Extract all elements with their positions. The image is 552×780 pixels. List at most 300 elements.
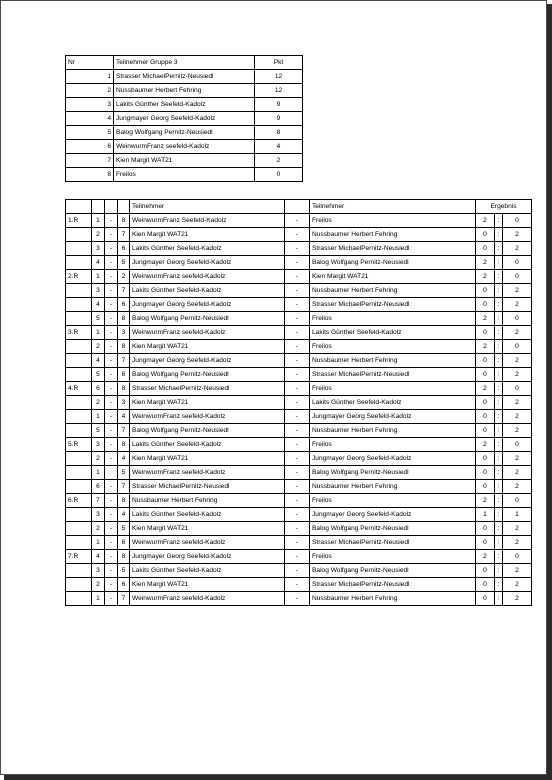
match-seed-b: 7 [118, 354, 130, 368]
ranking-nr: 7 [66, 154, 114, 168]
match-score2: 2 [503, 410, 532, 424]
ranking-header-row [66, 56, 303, 70]
match-score-colon: : [495, 326, 503, 340]
match-player1: Kien Margit WAT21 [130, 522, 285, 536]
match-score1: 0 [476, 592, 495, 606]
match-header-cell [285, 200, 310, 214]
match-seed-a: 5 [92, 424, 105, 438]
match-player1: Kien Margit WAT21 [130, 340, 285, 354]
match-dash: - [105, 270, 118, 284]
match-row [66, 564, 532, 578]
match-score1: 0 [476, 410, 495, 424]
match-dash: - [105, 578, 118, 592]
match-score2: 2 [503, 564, 532, 578]
match-score-colon: : [495, 340, 503, 354]
match-player2: Balog Wolfgang Pernitz-Neusiedl [310, 564, 476, 578]
ranking-row [66, 168, 303, 182]
match-separator: - [285, 550, 310, 564]
match-separator: - [285, 438, 310, 452]
match-table [65, 199, 532, 606]
page-shadow-bottom [4, 775, 552, 780]
match-round [66, 298, 92, 312]
match-seed-b: 3 [118, 326, 130, 340]
match-round [66, 368, 92, 382]
match-score2: 2 [503, 522, 532, 536]
match-separator: - [285, 382, 310, 396]
match-score1: 0 [476, 396, 495, 410]
match-dash: - [105, 340, 118, 354]
match-score-colon: : [495, 522, 503, 536]
match-player2: Nussbaumer Herbert Fehring [310, 480, 476, 494]
ranking-nr: 2 [66, 84, 114, 98]
match-seed-b: 6 [118, 298, 130, 312]
match-dash: - [105, 480, 118, 494]
match-seed-b: 8 [118, 494, 130, 508]
ranking-row [66, 126, 303, 140]
match-row [66, 312, 532, 326]
match-seed-b: 6 [118, 368, 130, 382]
match-separator: - [285, 536, 310, 550]
match-score1: 2 [476, 256, 495, 270]
match-player1: Nussbaumer Herbert Fehring [130, 494, 285, 508]
match-score2: 0 [503, 550, 532, 564]
match-score2: 0 [503, 382, 532, 396]
match-row [66, 466, 532, 480]
ranking-name: Lakits Günther Seefeld-Kadolz [114, 98, 255, 112]
match-row [66, 368, 532, 382]
match-separator: - [285, 592, 310, 606]
match-score2: 0 [503, 494, 532, 508]
ranking-name: Freilos [114, 168, 255, 182]
match-player2: Balog Wolfgang Pernitz-Neusiedl [310, 256, 476, 270]
match-player1: Jungmayer Georg Seefeld-Kadolz [130, 256, 285, 270]
match-score-colon: : [495, 536, 503, 550]
match-header-cell [105, 200, 118, 214]
match-seed-a: 1 [92, 466, 105, 480]
match-seed-b: 8 [118, 550, 130, 564]
match-separator: - [285, 396, 310, 410]
match-seed-a: 6 [92, 382, 105, 396]
match-score1: 0 [476, 522, 495, 536]
match-row [66, 536, 532, 550]
match-score2: 2 [503, 284, 532, 298]
match-separator: - [285, 214, 310, 228]
match-player2: Nussbaumer Herbert Fehring [310, 424, 476, 438]
ranking-header-name: Teilnehmer Gruppe 3 [114, 56, 255, 70]
match-seed-a: 6 [92, 480, 105, 494]
match-separator: - [285, 312, 310, 326]
match-row [66, 256, 532, 270]
match-seed-a: 2 [92, 578, 105, 592]
ranking-name: Balog Wolfgang Pernitz-Neusiedl [114, 126, 255, 140]
match-score2: 2 [503, 228, 532, 242]
match-score1: 0 [476, 564, 495, 578]
match-score-colon: : [495, 550, 503, 564]
match-player1: WeinwurmFranz seefeld-Kadolz [130, 326, 285, 340]
match-separator: - [285, 564, 310, 578]
match-seed-b: 7 [118, 592, 130, 606]
match-score2: 0 [503, 270, 532, 284]
match-player1: Lakits Günther Seefeld-Kadolz [130, 438, 285, 452]
ranking-row [66, 98, 303, 112]
match-score1: 0 [476, 242, 495, 256]
match-separator: - [285, 340, 310, 354]
match-player1: Jungmayer Georg Seefeld-Kadolz [130, 298, 285, 312]
match-score2: 2 [503, 354, 532, 368]
match-seed-a: 1 [92, 592, 105, 606]
match-dash: - [105, 298, 118, 312]
match-score-colon: : [495, 312, 503, 326]
match-score-colon: : [495, 284, 503, 298]
match-dash: - [105, 438, 118, 452]
match-score2: 2 [503, 368, 532, 382]
match-dash: - [105, 242, 118, 256]
match-player1: Kien Margit WAT21 [130, 396, 285, 410]
match-seed-a: 4 [92, 550, 105, 564]
match-row [66, 508, 532, 522]
match-score2: 2 [503, 424, 532, 438]
match-row [66, 270, 532, 284]
match-player2: Freilos [310, 494, 476, 508]
match-round [66, 480, 92, 494]
match-separator: - [285, 452, 310, 466]
match-row [66, 438, 532, 452]
match-dash: - [105, 522, 118, 536]
match-score2: 0 [503, 256, 532, 270]
match-table-body [66, 200, 532, 606]
match-row [66, 242, 532, 256]
match-player1: WeinwurmFranz seefeld-Kadolz [130, 466, 285, 480]
page-shadow-right [547, 4, 552, 780]
match-seed-a: 2 [92, 452, 105, 466]
match-score-colon: : [495, 368, 503, 382]
match-seed-b: 8 [118, 438, 130, 452]
match-row [66, 480, 532, 494]
match-seed-b: 5 [118, 522, 130, 536]
match-row [66, 284, 532, 298]
match-player2: Nussbaumer Herbert Fehring [310, 592, 476, 606]
match-seed-a: 1 [92, 536, 105, 550]
match-player1: WeinwurmFranz seefeld-Kadolz [130, 270, 285, 284]
match-separator: - [285, 256, 310, 270]
ranking-points: 8 [255, 126, 303, 140]
match-score1: 0 [476, 452, 495, 466]
match-score1: 1 [476, 508, 495, 522]
match-seed-b: 6 [118, 578, 130, 592]
match-seed-a: 3 [92, 508, 105, 522]
match-player2: Balog Wolfgang Pernitz-Neusiedl [310, 522, 476, 536]
match-score2: 2 [503, 298, 532, 312]
match-separator: - [285, 228, 310, 242]
match-score-colon: : [495, 438, 503, 452]
ranking-name: Jungmayer Georg Seefeld-Kadolz [114, 112, 255, 126]
match-round [66, 312, 92, 326]
match-player2: Freilos [310, 382, 476, 396]
match-seed-a: 1 [92, 270, 105, 284]
match-player1: Kien Margit WAT21 [130, 452, 285, 466]
ranking-points: 9 [255, 112, 303, 126]
match-score-colon: : [495, 410, 503, 424]
match-dash: - [105, 256, 118, 270]
ranking-points: 12 [255, 84, 303, 98]
ranking-table [65, 55, 303, 182]
match-round [66, 410, 92, 424]
match-round: 2.R [66, 270, 92, 284]
match-player1: Kien Margit WAT21 [130, 578, 285, 592]
match-seed-b: 7 [118, 284, 130, 298]
match-round [66, 578, 92, 592]
match-seed-b: 4 [118, 410, 130, 424]
match-seed-a: 3 [92, 438, 105, 452]
match-dash: - [105, 564, 118, 578]
match-dash: - [105, 508, 118, 522]
match-seed-b: 4 [118, 508, 130, 522]
ranking-points: 12 [255, 70, 303, 84]
match-seed-a: 4 [92, 256, 105, 270]
match-player2: Lakits Günther Seefeld-Kadolz [310, 396, 476, 410]
match-dash [105, 466, 118, 480]
match-dash: - [105, 326, 118, 340]
match-seed-a: 2 [92, 396, 105, 410]
ranking-nr: 8 [66, 168, 114, 182]
match-score-colon: : [495, 382, 503, 396]
match-row [66, 396, 532, 410]
match-dash: - [105, 410, 118, 424]
match-separator: - [285, 424, 310, 438]
match-seed-b: 8 [118, 382, 130, 396]
match-score-colon: : [495, 214, 503, 228]
match-score-colon: : [495, 466, 503, 480]
match-round [66, 284, 92, 298]
match-score-colon: : [495, 592, 503, 606]
match-player2: Jungmayer Georg Seefeld-Kadolz [310, 452, 476, 466]
ranking-name: WeinwurmFranz seefeld-Kadolz [114, 140, 255, 154]
match-seed-b: 7 [118, 228, 130, 242]
match-dash: - [105, 396, 118, 410]
ranking-row [66, 140, 303, 154]
match-score2: 2 [503, 326, 532, 340]
match-round [66, 536, 92, 550]
match-seed-b: 8 [118, 340, 130, 354]
match-seed-b: 6 [118, 536, 130, 550]
match-score1: 2 [476, 438, 495, 452]
match-dash: - [105, 312, 118, 326]
match-player2: Freilos [310, 438, 476, 452]
match-player2: Kien Margit WAT21 [310, 270, 476, 284]
match-score2: 0 [503, 312, 532, 326]
match-score2: 0 [503, 214, 532, 228]
match-score-colon: : [495, 508, 503, 522]
match-score2: 2 [503, 592, 532, 606]
ranking-row [66, 112, 303, 126]
match-header-cell [66, 200, 92, 214]
match-score1: 0 [476, 368, 495, 382]
match-score1: 0 [476, 284, 495, 298]
ranking-nr: 6 [66, 140, 114, 154]
match-dash: - [105, 284, 118, 298]
ranking-points: 0 [255, 168, 303, 182]
match-score-colon: : [495, 270, 503, 284]
match-separator: - [285, 508, 310, 522]
match-player1: WeinwurmFranz seefeld-Kadolz [130, 410, 285, 424]
match-player1: WeinwurmFranz Seefeld-Kadolz [130, 214, 285, 228]
match-player2: Freilos [310, 550, 476, 564]
match-dash: - [105, 592, 118, 606]
match-round: 6.R [66, 494, 92, 508]
match-separator: - [285, 480, 310, 494]
match-dash: - [105, 214, 118, 228]
match-separator: - [285, 298, 310, 312]
match-seed-a: 5 [92, 368, 105, 382]
ranking-name: Strasser MichaelPernitz-Neusiedl [114, 70, 255, 84]
match-score1: 2 [476, 382, 495, 396]
match-round: 7.R [66, 550, 92, 564]
match-seed-b: 3 [118, 396, 130, 410]
match-header-cell [118, 200, 130, 214]
match-score1: 0 [476, 424, 495, 438]
match-seed-a: 2 [92, 228, 105, 242]
match-seed-b: 4 [118, 452, 130, 466]
match-score2: 2 [503, 536, 532, 550]
match-score2: 1 [503, 508, 532, 522]
match-row [66, 424, 532, 438]
match-score1: 0 [476, 578, 495, 592]
match-separator: - [285, 522, 310, 536]
match-player1: Jungmayer Georg Seefeld-Kadolz [130, 354, 285, 368]
ranking-nr: 3 [66, 98, 114, 112]
match-round: 3.R [66, 326, 92, 340]
match-dash: - [105, 494, 118, 508]
match-row [66, 522, 532, 536]
match-score2: 0 [503, 438, 532, 452]
match-separator: - [285, 270, 310, 284]
match-player2: Freilos [310, 312, 476, 326]
match-row [66, 228, 532, 242]
ranking-nr: 1 [66, 70, 114, 84]
match-separator: - [285, 242, 310, 256]
match-round [66, 256, 92, 270]
match-seed-b: 5 [118, 256, 130, 270]
match-separator: - [285, 284, 310, 298]
match-row [66, 340, 532, 354]
match-seed-a: 3 [92, 284, 105, 298]
match-header-player1: Teilnehmer [130, 200, 285, 214]
match-score-colon: : [495, 424, 503, 438]
match-player2: Balog Wolfgang Pernitz-Neusiedl [310, 466, 476, 480]
match-seed-a: 3 [92, 564, 105, 578]
match-seed-a: 2 [92, 522, 105, 536]
match-score-colon: : [495, 354, 503, 368]
match-seed-a: 2 [92, 340, 105, 354]
ranking-table-body [66, 56, 303, 182]
match-round [66, 452, 92, 466]
match-score2: 2 [503, 452, 532, 466]
match-separator: - [285, 466, 310, 480]
match-player1: WeinwurmFranz seefeld-Kadolz [130, 536, 285, 550]
match-score1: 0 [476, 326, 495, 340]
match-round: 5.R [66, 438, 92, 452]
match-seed-a: 3 [92, 242, 105, 256]
match-separator: - [285, 326, 310, 340]
match-player2: Lakits Günther Seefeld-Kadolz [310, 326, 476, 340]
match-score-colon: : [495, 396, 503, 410]
match-score1: 2 [476, 214, 495, 228]
match-round [66, 466, 92, 480]
match-seed-b: 7 [118, 424, 130, 438]
match-seed-b: 7 [118, 480, 130, 494]
match-score2: 2 [503, 466, 532, 480]
match-player1: Strasser MichaelPernitz-Neusiedl [130, 382, 285, 396]
match-seed-a: 4 [92, 354, 105, 368]
match-player2: Freilos [310, 340, 476, 354]
match-row [66, 382, 532, 396]
match-header-player2: Teilnehmer [310, 200, 476, 214]
match-header-cell [92, 200, 105, 214]
match-score1: 0 [476, 480, 495, 494]
match-player2: Nussbaumer Herbert Fehring [310, 228, 476, 242]
match-score1: 0 [476, 354, 495, 368]
match-round [66, 424, 92, 438]
match-score1: 2 [476, 550, 495, 564]
match-dash: - [105, 368, 118, 382]
match-seed-b: 5 [118, 564, 130, 578]
match-player2: Freilos [310, 214, 476, 228]
ranking-name: Nussbaumer Herbert Fehring [114, 84, 255, 98]
match-player1: Strasser MichaelPernitz-Neusiedl [130, 480, 285, 494]
ranking-row [66, 84, 303, 98]
match-separator: - [285, 578, 310, 592]
match-round [66, 396, 92, 410]
match-player1: Lakits Günther Seefeld-Kadolz [130, 242, 285, 256]
match-player2: Strasser MichaelPernitz-Neusiedl [310, 242, 476, 256]
match-separator: - [285, 354, 310, 368]
match-dash: - [105, 228, 118, 242]
match-score1: 2 [476, 312, 495, 326]
match-score2: 0 [503, 340, 532, 354]
match-score2: 2 [503, 242, 532, 256]
match-player2: Strasser MichaelPernitz-Neusiedl [310, 578, 476, 592]
match-score1: 0 [476, 228, 495, 242]
match-round [66, 354, 92, 368]
match-round: 4.R [66, 382, 92, 396]
match-score-colon: : [495, 298, 503, 312]
match-header-row [66, 200, 532, 214]
ranking-header-nr: Nr [66, 56, 114, 70]
match-seed-a: 1 [92, 410, 105, 424]
match-header-result: Ergebnis [476, 200, 532, 214]
match-seed-a: 1 [92, 214, 105, 228]
match-player2: Jungmayer Georg Seefeld-Kadolz [310, 508, 476, 522]
match-round: 1.R [66, 214, 92, 228]
match-seed-a: 7 [92, 494, 105, 508]
match-round [66, 242, 92, 256]
match-round [66, 564, 92, 578]
ranking-points: 2 [255, 154, 303, 168]
match-separator: - [285, 368, 310, 382]
match-separator: - [285, 494, 310, 508]
match-score2: 2 [503, 578, 532, 592]
match-round [66, 508, 92, 522]
ranking-points: 9 [255, 98, 303, 112]
match-player1: WeinwurmFranz seefeld-Kadolz [130, 592, 285, 606]
match-score-colon: : [495, 256, 503, 270]
match-player2: Strasser MichaelPernitz-Neusiedl [310, 368, 476, 382]
match-seed-b: 6 [118, 242, 130, 256]
match-row [66, 354, 532, 368]
match-dash: - [105, 550, 118, 564]
match-row [66, 410, 532, 424]
match-player2: Nussbaumer Herbert Fehring [310, 354, 476, 368]
